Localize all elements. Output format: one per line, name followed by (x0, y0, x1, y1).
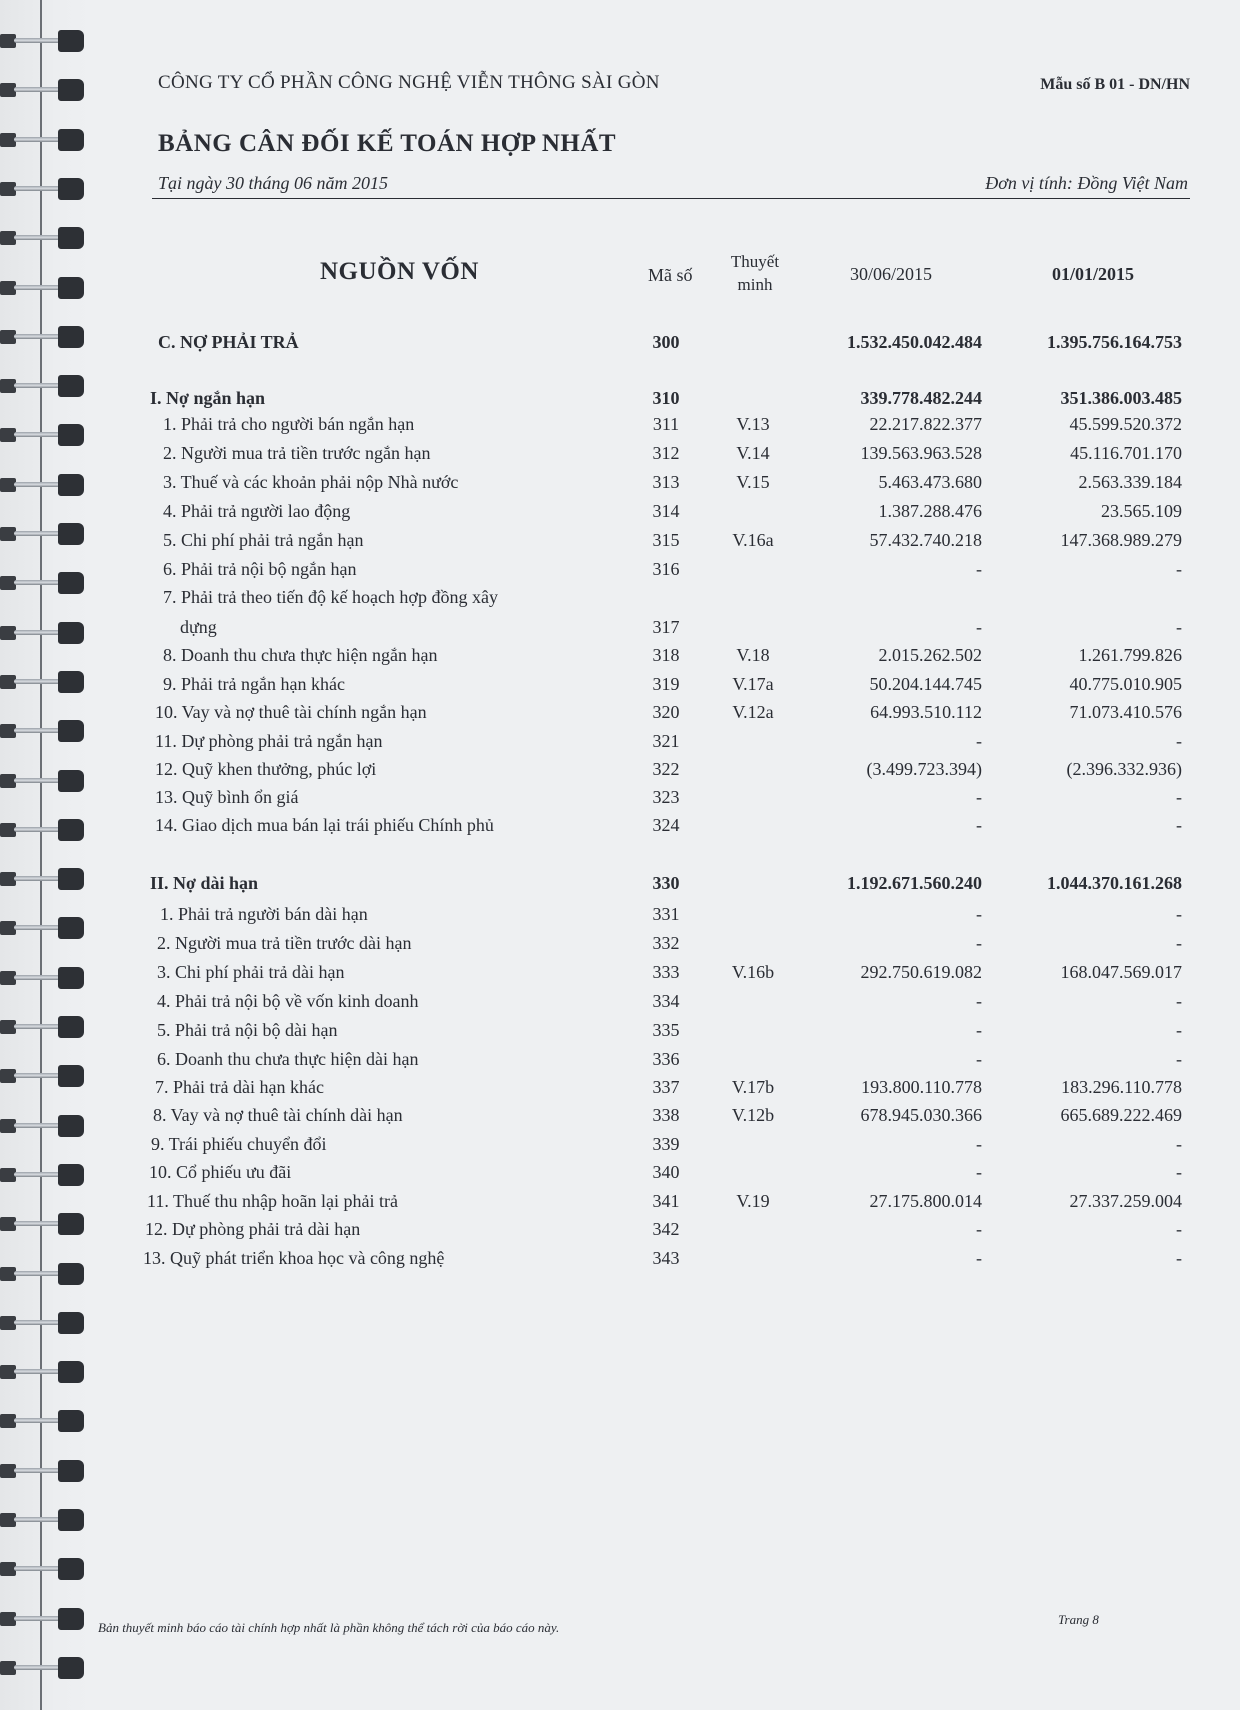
row-code: 341 (652, 1191, 680, 1211)
row-value-2015-01-01: - (1176, 1162, 1182, 1182)
row-value-2015-06-30: 678.945.030.366 (860, 1105, 982, 1125)
row-code: 335 (652, 1020, 680, 1040)
table-row (0, 1162, 1240, 1190)
row-label: 2. Người mua trả tiền trước ngắn hạn (163, 443, 431, 463)
row-value-2015-06-30: 1.532.450.042.484 (847, 332, 982, 352)
table-row (0, 587, 1240, 615)
table-row (0, 873, 1240, 901)
table-row (0, 332, 1240, 360)
row-label: I. Nợ ngắn hạn (150, 388, 266, 408)
report-date: Tại ngày 30 tháng 06 năm 2015 (158, 173, 389, 193)
row-value-2015-06-30: - (976, 991, 982, 1011)
row-label: 14. Giao dịch mua bán lại trái phiếu Chính phủ (155, 815, 494, 835)
row-value-2015-06-30: 339.778.482.244 (860, 388, 982, 408)
row-value-2015-06-30: 50.204.144.745 (869, 674, 982, 694)
row-value-2015-06-30: 27.175.800.014 (869, 1191, 982, 1211)
row-note: V.16b (731, 962, 775, 982)
row-value-2015-01-01: 147.368.989.279 (1060, 530, 1182, 550)
row-label: C. NỢ PHẢI TRẢ (158, 332, 299, 352)
row-note: V.17b (731, 1077, 775, 1097)
table-row (0, 1105, 1240, 1133)
row-code: 337 (652, 1077, 680, 1097)
row-value-2015-06-30: 193.800.110.778 (861, 1077, 982, 1097)
row-value-2015-06-30: 1.192.671.560.240 (847, 873, 982, 893)
row-label: II. Nợ dài hạn (150, 873, 259, 893)
row-note: V.14 (736, 443, 770, 463)
row-value-2015-01-01: - (1176, 1020, 1182, 1040)
row-label: 13. Quỹ bình ổn giá (155, 787, 299, 807)
row-code: 311 (652, 414, 680, 434)
row-label: dựng (180, 617, 217, 637)
row-value-2015-06-30: 22.217.822.377 (869, 414, 982, 434)
binding-ring (0, 129, 88, 151)
row-value-2015-06-30: - (976, 815, 982, 835)
row-value-2015-06-30: - (976, 1162, 982, 1182)
table-row (0, 904, 1240, 932)
table-row (0, 674, 1240, 702)
footer-note: Bản thuyết minh báo cáo tài chính hợp nhất là phần không thể tách rời của báo cáo này. (98, 1620, 560, 1635)
column-header-note-line1: Thuyết (730, 252, 780, 271)
row-note: V.15 (736, 472, 770, 492)
binding-ring (0, 277, 88, 299)
row-value-2015-06-30: - (976, 731, 982, 751)
row-value-2015-06-30: - (976, 1219, 982, 1239)
binding-ring (0, 1558, 88, 1580)
currency-unit: Đơn vị tính: Đồng Việt Nam (985, 173, 1188, 193)
row-value-2015-01-01: - (1176, 815, 1182, 835)
row-value-2015-01-01: - (1176, 933, 1182, 953)
row-value-2015-01-01: 168.047.569.017 (1060, 962, 1182, 982)
table-row (0, 787, 1240, 815)
binding-ring (0, 79, 88, 101)
row-label: 13. Quỹ phát triển khoa học và công nghệ (143, 1248, 445, 1268)
row-label: 3. Chi phí phải trả dài hạn (157, 962, 345, 982)
document-title: BẢNG CÂN ĐỐI KẾ TOÁN HỢP NHẤT (158, 130, 617, 157)
row-note: V.16a (732, 530, 774, 550)
row-note: V.12a (732, 702, 774, 722)
column-header-code: Mã số (648, 265, 693, 285)
row-note: V.17a (732, 674, 774, 694)
binding-ring (0, 1312, 88, 1334)
table-row (0, 388, 1240, 416)
row-value-2015-01-01: - (1176, 1049, 1182, 1069)
table-row (0, 933, 1240, 961)
row-code: 332 (652, 933, 680, 953)
row-value-2015-06-30: 5.463.473.680 (878, 472, 982, 492)
row-value-2015-06-30: - (976, 1049, 982, 1069)
column-header-note (720, 250, 790, 296)
row-code: 313 (652, 472, 680, 492)
row-value-2015-01-01: 45.599.520.372 (1069, 414, 1182, 434)
row-label: 5. Chi phí phải trả ngắn hạn (163, 530, 364, 550)
table-row (0, 1191, 1240, 1219)
table-row (0, 1077, 1240, 1105)
row-code: 323 (652, 787, 680, 807)
table-row (0, 530, 1240, 558)
table-row (0, 645, 1240, 673)
table-row (0, 815, 1240, 843)
row-value-2015-01-01: 665.689.222.469 (1060, 1105, 1182, 1125)
header-rule (152, 198, 1190, 199)
table-row (0, 1020, 1240, 1048)
row-label: 1. Phải trả cho người bán ngắn hạn (163, 414, 415, 434)
row-code: 338 (652, 1105, 680, 1125)
row-value-2015-06-30: - (976, 904, 982, 924)
row-value-2015-06-30: - (976, 1020, 982, 1040)
row-value-2015-01-01: 1.395.756.164.753 (1047, 332, 1182, 352)
row-value-2015-06-30: - (976, 617, 982, 637)
row-value-2015-06-30: - (976, 933, 982, 953)
row-code: 334 (652, 991, 680, 1011)
row-value-2015-06-30: - (976, 787, 982, 807)
binding-ring (0, 1657, 88, 1679)
row-note: V.18 (736, 645, 770, 665)
spiral-binding (0, 0, 95, 1710)
row-value-2015-01-01: - (1176, 559, 1182, 579)
row-value-2015-01-01: 1.044.370.161.268 (1047, 873, 1182, 893)
row-value-2015-01-01: 23.565.109 (1101, 501, 1182, 521)
table-row (0, 472, 1240, 500)
row-value-2015-01-01: - (1176, 991, 1182, 1011)
row-label: 12. Dự phòng phải trả dài hạn (145, 1219, 361, 1239)
row-value-2015-01-01: - (1176, 731, 1182, 751)
row-label: 7. Phải trả dài hạn khác (155, 1077, 324, 1097)
row-code: 314 (652, 501, 680, 521)
binding-ring (0, 1460, 88, 1482)
row-label: 4. Phải trả người lao động (163, 501, 351, 521)
table-row (0, 991, 1240, 1019)
row-code: 340 (652, 1162, 680, 1182)
table-row (0, 1134, 1240, 1162)
table-row (0, 731, 1240, 759)
row-value-2015-06-30: - (976, 559, 982, 579)
binding-ring (0, 1410, 88, 1432)
column-header-main: NGUỒN VỐN (320, 258, 479, 285)
row-label: 10. Cổ phiếu ưu đãi (149, 1162, 292, 1182)
row-label: 11. Dự phòng phải trả ngắn hạn (155, 731, 383, 751)
row-label: 2. Người mua trả tiền trước dài hạn (157, 933, 412, 953)
row-value-2015-01-01: 2.563.339.184 (1078, 472, 1182, 492)
table-row (0, 414, 1240, 442)
row-code: 319 (652, 674, 680, 694)
row-value-2015-06-30: 57.432.740.218 (869, 530, 982, 550)
row-value-2015-01-01: - (1176, 1248, 1182, 1268)
row-label: 9. Trái phiếu chuyển đổi (151, 1134, 327, 1154)
row-value-2015-06-30: 2.015.262.502 (878, 645, 982, 665)
column-header-note-line2: minh (737, 275, 773, 294)
table-row (0, 617, 1240, 645)
row-code: 321 (652, 731, 680, 751)
row-code: 336 (652, 1049, 680, 1069)
table-row (0, 1049, 1240, 1077)
row-value-2015-01-01: - (1176, 787, 1182, 807)
binding-ring (0, 1509, 88, 1531)
row-code: 312 (652, 443, 680, 463)
row-value-2015-06-30: 1.387.288.476 (878, 501, 982, 521)
row-value-2015-06-30: - (976, 1134, 982, 1154)
row-value-2015-01-01: - (1176, 1219, 1182, 1239)
row-label: 9. Phải trả ngắn hạn khác (163, 674, 345, 694)
binding-spine (40, 0, 42, 1710)
row-value-2015-06-30: 64.993.510.112 (870, 702, 982, 722)
row-label: 1. Phải trả người bán dài hạn (160, 904, 368, 924)
row-value-2015-01-01: 351.386.003.485 (1060, 388, 1182, 408)
row-value-2015-06-30: 139.563.963.528 (860, 443, 982, 463)
row-code: 310 (652, 388, 680, 408)
row-code: 339 (652, 1134, 680, 1154)
row-label: 8. Vay và nợ thuê tài chính dài hạn (153, 1105, 403, 1125)
row-code: 322 (652, 759, 680, 779)
row-value-2015-01-01: 1.261.799.826 (1078, 645, 1182, 665)
table-row (0, 702, 1240, 730)
row-code: 342 (652, 1219, 680, 1239)
row-note: V.13 (736, 414, 770, 434)
row-label: 6. Doanh thu chưa thực hiện dài hạn (157, 1049, 419, 1069)
row-label: 4. Phải trả nội bộ về vốn kinh doanh (157, 991, 419, 1011)
row-value-2015-01-01: 27.337.259.004 (1069, 1191, 1182, 1211)
row-value-2015-06-30: (3.499.723.394) (866, 759, 982, 779)
row-value-2015-06-30: - (976, 1248, 982, 1268)
row-label: 5. Phải trả nội bộ dài hạn (157, 1020, 338, 1040)
row-code: 320 (652, 702, 680, 722)
row-value-2015-01-01: 40.775.010.905 (1069, 674, 1182, 694)
row-code: 330 (652, 873, 680, 893)
table-row (0, 1219, 1240, 1247)
row-label: 3. Thuế và các khoản phải nộp Nhà nước (163, 472, 459, 492)
row-value-2015-01-01: - (1176, 1134, 1182, 1154)
row-value-2015-01-01: (2.396.332.936) (1066, 759, 1182, 779)
row-code: 318 (652, 645, 680, 665)
table-row (0, 1248, 1240, 1276)
row-value-2015-01-01: - (1176, 617, 1182, 637)
page-number: Trang 8 (1058, 1612, 1099, 1627)
binding-ring (0, 1361, 88, 1383)
row-note: V.12b (731, 1105, 775, 1125)
column-header-date1: 30/06/2015 (850, 264, 933, 284)
table-row (0, 559, 1240, 587)
binding-ring (0, 30, 88, 52)
row-code: 343 (652, 1248, 680, 1268)
column-header-date2: 01/01/2015 (1052, 264, 1135, 284)
row-code: 324 (652, 815, 680, 835)
table-row (0, 759, 1240, 787)
binding-ring (0, 1608, 88, 1630)
row-label: 10. Vay và nợ thuê tài chính ngắn hạn (155, 702, 427, 722)
row-value-2015-01-01: - (1176, 904, 1182, 924)
row-label: 7. Phải trả theo tiến độ kế hoạch hợp đồng xây (163, 587, 498, 607)
row-note: V.19 (736, 1191, 770, 1211)
row-code: 316 (652, 559, 680, 579)
row-label: 8. Doanh thu chưa thực hiện ngắn hạn (163, 645, 438, 665)
row-code: 317 (652, 617, 680, 637)
company-name: CÔNG TY CỔ PHẦN CÔNG NGHỆ VIỄN THÔNG SÀI GÒN (158, 72, 660, 93)
row-label: 11. Thuế thu nhập hoãn lại phải trả (147, 1191, 398, 1211)
table-row (0, 962, 1240, 990)
row-value-2015-01-01: 45.116.701.170 (1070, 443, 1182, 463)
table-row (0, 501, 1240, 529)
table-row (0, 443, 1240, 471)
row-code: 300 (652, 332, 680, 352)
row-code: 333 (652, 962, 680, 982)
row-label: 12. Quỹ khen thưởng, phúc lợi (155, 759, 377, 779)
row-code: 331 (652, 904, 680, 924)
row-value-2015-06-30: 292.750.619.082 (860, 962, 982, 982)
form-code: Mẫu số B 01 - DN/HN (1040, 76, 1190, 93)
row-label: 6. Phải trả nội bộ ngắn hạn (163, 559, 357, 579)
row-value-2015-01-01: 183.296.110.778 (1061, 1077, 1182, 1097)
binding-ring (0, 178, 88, 200)
row-code: 315 (652, 530, 680, 550)
binding-ring (0, 227, 88, 249)
row-value-2015-01-01: 71.073.410.576 (1069, 702, 1182, 722)
